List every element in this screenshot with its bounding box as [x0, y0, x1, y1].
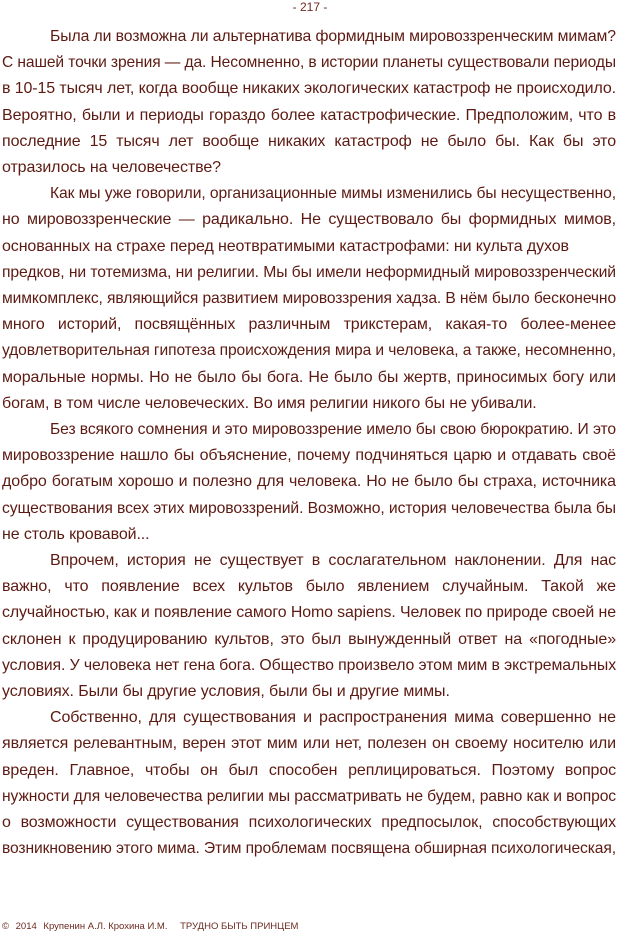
- text-line: мимкомплекс, являющийся развитием мировоззрения хадза. В нём было бесконечно: [2, 290, 617, 307]
- text-line: моральные нормы. Но не было бы бога. Не было бы жертв, приносимых богу или: [2, 368, 616, 386]
- text-line: возникновению этого мима. Этим проблемам посвящена обширная психологическая,: [2, 840, 616, 858]
- text-line: является релевантным, верен этот мим или нет, полезен он своему носителю или: [2, 735, 616, 753]
- text-line: предков, ни тотемизма, ни религии. Мы бы имели неформидный мировоззренческий: [2, 263, 617, 281]
- text-line: но мировоззренческие — радикально. Не существовало бы формидных мимов,: [2, 211, 617, 229]
- text-line: богам, в том числе человеческих. Во имя религии никого бы не убивали.: [2, 394, 537, 412]
- text-line: вреден. Главное, чтобы он был способен реплицироваться. Поэтому вопрос: [2, 761, 617, 779]
- text-line: не столь кровавой...: [2, 525, 150, 543]
- text-line: много историй, посвящённых различным трикстерам, какая-то более-менее: [2, 316, 616, 334]
- text-line: важно, что появление всех культов было явлением случайным. Такой же: [2, 578, 616, 596]
- text-line: С нашей точки зрения — да. Несомненно, в истории планеты существовали периоды: [2, 54, 616, 72]
- copyright-symbol: ©: [2, 921, 9, 932]
- footer-year: 2014: [15, 921, 37, 932]
- text-line: отразилось на человечестве?: [2, 159, 221, 176]
- text-line: Впрочем, история не существует в сослагательном наклонении. Для нас: [50, 552, 617, 569]
- text-line: Собственно, для существования и распространения мима совершенно не: [50, 709, 616, 727]
- text-line: о возможности существования психологических предпосылок, способствующих: [2, 814, 617, 831]
- text-line: склонен к продуцированию культов, это был вынужденный ответ на «погодные»: [2, 630, 616, 648]
- text-line: Была ли возможна ли альтернатива формидным мировоззренческим мимам?: [50, 28, 616, 45]
- text-line: в 10-15 тысяч лет, когда вообще никаких экологических катастроф не происходило.: [2, 80, 617, 98]
- text-line: нужности для человечества религии мы рассматривать не будем, равно как и вопрос: [2, 787, 617, 805]
- text-line: Вероятно, были и периоды гораздо более катастрофические. Предположим, что в: [2, 106, 616, 124]
- text-line: удовлетворительная гипотеза происхождения мира и человека, а также, несомненно,: [2, 342, 617, 360]
- text-line: условиях. Были бы другие условия, были бы и другие мимы.: [2, 683, 450, 700]
- footer-authors: Крупенин А.Л. Крохина И.М.: [43, 921, 168, 932]
- text-line: основанных на страхе перед неотвратимыми катастрофами: ни культа духов: [2, 237, 569, 255]
- text-line: последние 15 тысяч лет вообще никаких катастроф не было бы. Как бы это: [2, 132, 616, 150]
- text-line: Как мы уже говорили, организационные мимы изменились бы несущественно,: [50, 185, 617, 203]
- text-line: Без всякого сомнения и это мировоззрение имело бы свою бюрократию. И это: [50, 421, 617, 438]
- text-line: существования всех этих мировоззрений. Возможно, история человечества была бы: [2, 499, 617, 517]
- text-line: мировоззрение нашло бы объяснение, почему подчиняться царю и отдавать своё: [2, 447, 616, 465]
- footer-book-title: ТРУДНО БЫТЬ ПРИНЦЕМ: [180, 921, 299, 932]
- text-line: условия. У человека нет гена бога. Общество произвело этом мим в экстремальных: [2, 656, 617, 674]
- text-line: случайностью, как и появление самого Homo sapiens. Человек по природе своей не: [2, 604, 616, 622]
- page-footer: [2, 921, 302, 933]
- page-number: - 217 -: [292, 0, 328, 14]
- text-line: добро богатым хорошо и полезно для человека. Но не было бы страха, источника: [2, 473, 616, 491]
